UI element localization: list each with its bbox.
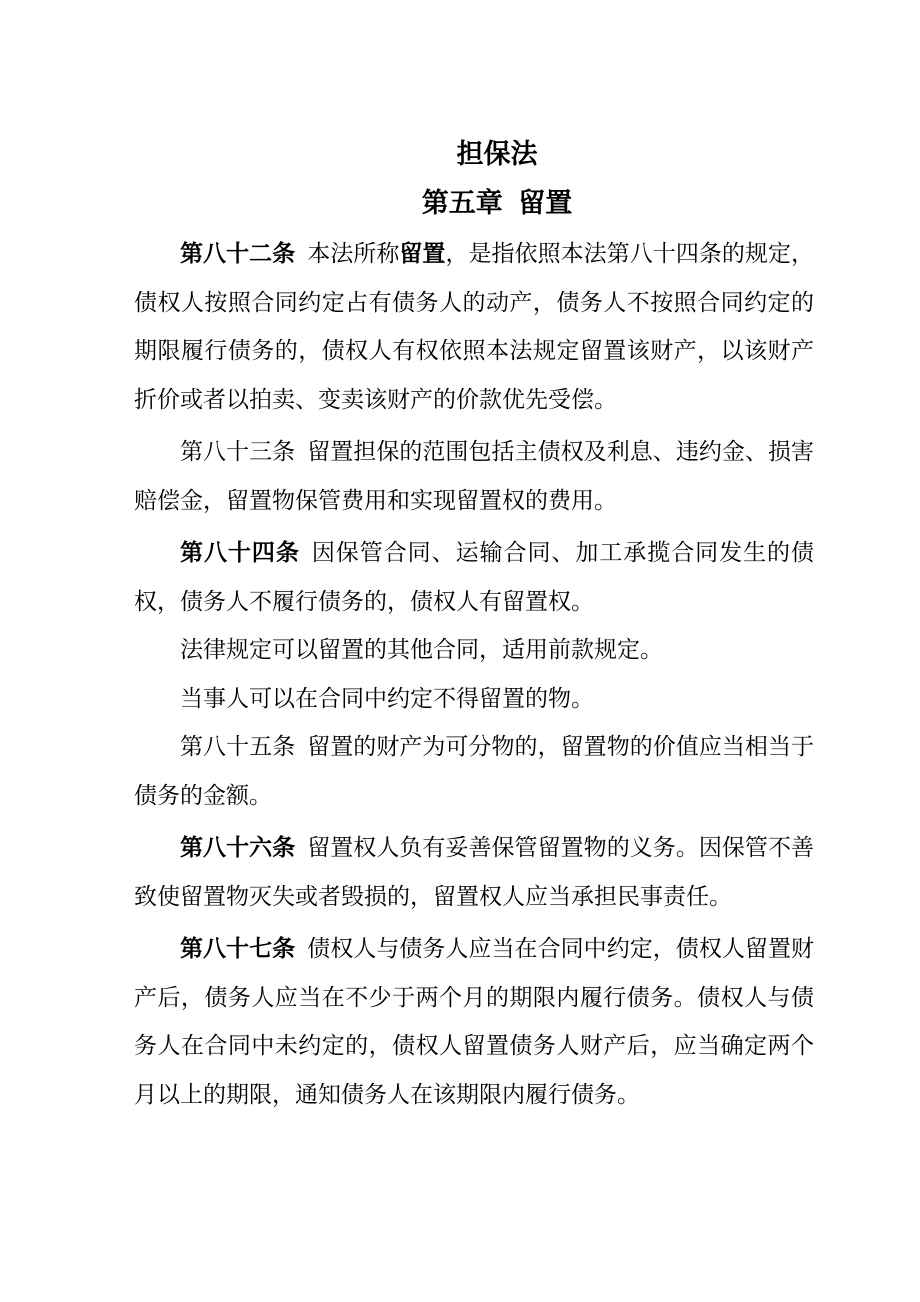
article-text: 留置担保的范围包括主债权及利息、违约金、损害赔偿金，留置物保管费用和实现留置权的费用。 — [134, 439, 815, 514]
article-84-paragraph-3: 当事人可以在合同中约定不得留置的物。 — [180, 685, 594, 712]
article-number: 第八十四条 — [180, 539, 300, 566]
article-text: 因保管合同、运输合同、加工承揽合同发生的债权，债务人不履行债务的，债权人有留置权。 — [134, 540, 815, 615]
article-number: 第八十二条 — [180, 240, 296, 267]
article-84 — [134, 529, 814, 626]
article-82 — [134, 230, 814, 424]
article-83 — [134, 428, 814, 525]
article-number: 第八十五条 — [180, 734, 296, 760]
document-page — [134, 132, 814, 1119]
defined-term: 留置 — [399, 240, 446, 267]
article-text: 本法所称 — [307, 241, 400, 267]
article-87 — [134, 925, 814, 1119]
article-number: 第八十六条 — [180, 834, 296, 861]
article-text: ，是指依照本法第八十四条的规定，债权人按照合同约定占有债务人的动产，债务人不按照合同约定的期限履行债务的，债权人有权依照本法规定留置该财产，以该财产折价或者以拍卖、变卖该财产的价款优先受偿。 — [134, 241, 815, 413]
article-number: 第八十三条 — [180, 439, 296, 465]
article-text: 债权人与债务人应当在合同中约定，债权人留置财产后，债务人应当在不少于两个月的期限内履行债务。债权人与债务人在合同中未约定的，债权人留置债务人财产后，应当确定两个月以上的期限，通知债务人在该期限内履行债务。 — [134, 936, 815, 1108]
article-84-paragraph-2: 法律规定可以留置的其他合同，适用前款规定。 — [180, 637, 663, 663]
article-86 — [134, 824, 814, 921]
article-number: 第八十七条 — [180, 935, 296, 962]
article-text: 留置的财产为可分物的，留置物的价值应当相当于债务的金额。 — [134, 734, 815, 809]
article-text: 留置权人负有妥善保管留置物的义务。因保管不善致使留置物灭失或者毁损的，留置权人应当承担民事责任。 — [134, 835, 815, 910]
article-85 — [134, 723, 814, 820]
chapter-heading: 第五章 留置 — [421, 188, 573, 219]
document-title: 担保法 — [456, 139, 538, 170]
